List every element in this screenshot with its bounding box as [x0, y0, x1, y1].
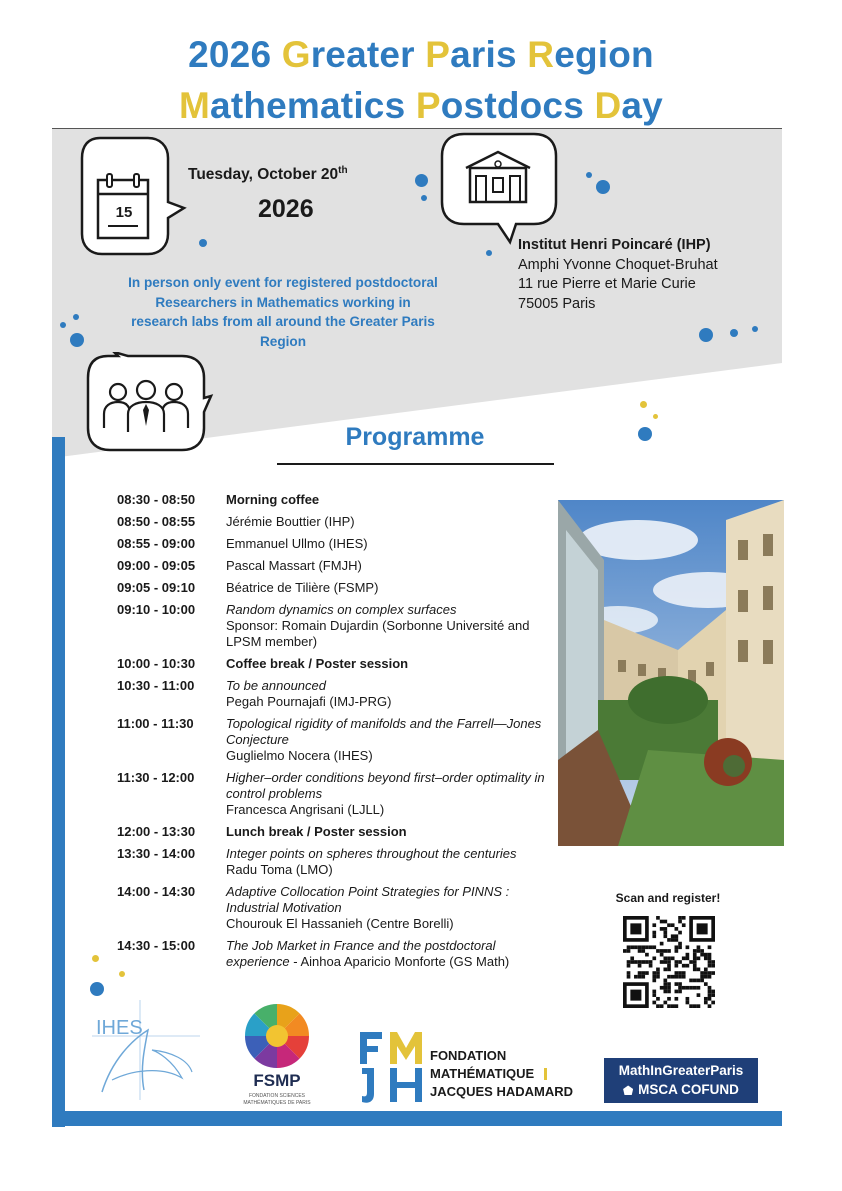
decor-dot — [92, 955, 99, 962]
fmjh-logo — [360, 1030, 600, 1105]
decor-dot — [415, 174, 428, 187]
fmjh-line1: FONDATION — [430, 1048, 507, 1063]
venue-room: Amphi Yvonne Choquet-Bruhat — [518, 256, 718, 273]
decor-dot — [60, 322, 66, 328]
schedule-content — [226, 514, 557, 530]
fmjh-line3: JACQUES HADAMARD — [430, 1084, 574, 1099]
schedule-row — [117, 824, 557, 840]
ihes-logo — [92, 1000, 200, 1100]
venue-block — [518, 236, 718, 314]
schedule-title: Coffee break / Poster session — [226, 656, 409, 671]
schedule-content — [226, 656, 557, 672]
schedule-content — [226, 716, 557, 764]
title-run: P — [415, 85, 441, 126]
decor-dot — [486, 250, 492, 256]
fsmp-logo — [240, 1002, 314, 1112]
event-description: In person only event for registered postdoctoral Researchers in Mathematics working in research labs from all around the Greater Paris Region — [128, 275, 438, 349]
schedule-time: 09:10 - 10:00 — [117, 602, 196, 617]
venue-city: 75005 Paris — [518, 295, 596, 312]
schedule-time: 10:30 - 11:00 — [117, 678, 195, 693]
schedule-speaker: Pegah Pournajafi (IMJ-PRG) — [226, 694, 392, 709]
decor-dot — [421, 195, 427, 201]
mig-line1: MathInGreaterParis — [618, 1063, 744, 1078]
event-date: Tuesday, October 20th — [188, 165, 348, 184]
title-run: P — [425, 34, 451, 75]
schedule-time: 09:00 - 09:05 — [117, 558, 196, 573]
schedule-title: Integer points on spheres throughout the centuries — [226, 846, 517, 861]
title-run: reater — [310, 34, 426, 75]
schedule-list — [117, 492, 557, 976]
title-line-2 — [0, 87, 842, 124]
schedule-time: 14:30 - 15:00 — [117, 938, 196, 953]
title-run: 2026 — [188, 34, 282, 75]
schedule-content — [226, 602, 557, 650]
schedule-speaker: Francesca Angrisani (LJLL) — [226, 802, 385, 817]
schedule-speaker: Radu Toma (LMO) — [226, 862, 333, 877]
decor-dot — [730, 329, 738, 337]
schedule-content — [226, 678, 557, 710]
decor-dot — [90, 982, 104, 996]
registration-qr-code[interactable] — [623, 916, 715, 1008]
schedule-row — [117, 678, 557, 710]
decor-dot — [596, 180, 610, 194]
schedule-title: Topological rigidity of manifolds and the Farrell—Jones Conjecture — [226, 716, 542, 747]
schedule-row — [117, 716, 557, 764]
schedule-speaker: Chourouk El Hassanieh (Centre Borelli) — [226, 916, 454, 931]
schedule-row — [117, 602, 557, 650]
people-icon — [98, 378, 194, 436]
title-run: athematics — [210, 85, 416, 126]
schedule-row — [117, 536, 557, 552]
schedule-speaker: Sponsor: Romain Dujardin (Sorbonne Université and LPSM member) — [226, 618, 530, 649]
decor-dot — [752, 326, 758, 332]
title-run: ostdocs — [440, 85, 595, 126]
mig-line2: MSCA COFUND — [604, 1080, 758, 1099]
title-run: aris — [450, 34, 528, 75]
decor-dot — [73, 314, 79, 320]
schedule-speaker: Guglielmo Nocera (IHES) — [226, 748, 373, 763]
decor-dot — [640, 401, 647, 408]
schedule-content — [226, 492, 557, 508]
schedule-content — [226, 580, 557, 596]
schedule-time: 10:00 - 10:30 — [117, 656, 196, 671]
schedule-row — [117, 514, 557, 530]
fsmp-logo-sub2: MATHÉMATIQUES DE PARIS — [243, 1100, 311, 1106]
schedule-title: Random dynamics on complex surfaces — [226, 602, 457, 617]
title-run: egion — [554, 34, 654, 75]
schedule-content — [226, 884, 557, 932]
schedule-content — [226, 536, 557, 552]
title-line-1 — [0, 36, 842, 73]
schedule-row — [117, 656, 557, 672]
building-icon — [462, 148, 534, 206]
decor-dot — [586, 172, 592, 178]
schedule-time: 08:50 - 08:55 — [117, 514, 196, 529]
schedule-content — [226, 558, 557, 574]
schedule-content — [226, 770, 557, 818]
decor-dot — [199, 239, 207, 247]
title-run: R — [527, 34, 555, 75]
schedule-title: The Job Market in France and the postdoctoral experience — [226, 938, 496, 969]
schedule-time: 14:00 - 14:30 — [117, 884, 196, 899]
schedule-content — [226, 938, 557, 970]
fsmp-logo-sub1: FONDATION SCIENCES — [248, 1093, 306, 1099]
schedule-title: Adaptive Collocation Point Strategies for PINNS : Industrial Motivation — [226, 884, 510, 915]
schedule-row — [117, 938, 557, 970]
schedule-title: Lunch break / Poster session — [226, 824, 407, 839]
title-run: G — [281, 34, 311, 75]
title-run: ay — [621, 85, 663, 126]
bottom-accent-bar — [52, 1111, 782, 1126]
schedule-title: Jérémie Bouttier (IHP) — [226, 514, 355, 529]
schedule-title: Emmanuel Ullmo (IHES) — [226, 536, 368, 551]
venue-name: Institut Henri Poincaré (IHP) — [518, 237, 711, 253]
schedule-time: 08:30 - 08:50 — [117, 492, 196, 507]
venue-photo — [558, 500, 784, 846]
schedule-row — [117, 884, 557, 932]
programme-underline — [277, 463, 554, 465]
ihes-logo-text: IHES — [96, 1017, 143, 1039]
schedule-time: 11:00 - 11:30 — [117, 716, 194, 731]
decor-dot — [70, 333, 84, 347]
schedule-content — [226, 846, 557, 878]
fmjh-line2: MATHÉMATIQUE — [430, 1066, 535, 1081]
fsmp-logo-text: FSMP — [253, 1071, 301, 1090]
schedule-time: 13:30 - 14:00 — [117, 846, 196, 861]
left-accent-bar — [52, 437, 65, 1127]
event-year: 2026 — [258, 195, 314, 223]
schedule-content — [226, 824, 557, 840]
schedule-time: 12:00 - 13:30 — [117, 824, 196, 839]
programme-title: Programme — [345, 423, 485, 451]
schedule-speaker: - Ainhoa Aparicio Monforte (GS Math) — [289, 954, 510, 969]
schedule-title: Morning coffee — [226, 492, 320, 507]
schedule-row — [117, 492, 557, 508]
schedule-row — [117, 846, 557, 878]
calendar-day: 15 — [115, 204, 133, 221]
title-run: D — [594, 85, 622, 126]
decor-dot — [653, 414, 658, 419]
schedule-row — [117, 558, 557, 574]
decor-dot — [638, 427, 652, 441]
title-run: M — [179, 85, 211, 126]
schedule-time: 08:55 - 09:00 — [117, 536, 196, 551]
register-label: Scan and register! — [615, 891, 721, 905]
france-map-icon — [623, 1085, 633, 1095]
schedule-title: Pascal Massart (FMJH) — [226, 558, 362, 573]
schedule-time: 09:05 - 09:10 — [117, 580, 196, 595]
schedule-row — [117, 580, 557, 596]
venue-street: 11 rue Pierre et Marie Curie — [518, 276, 696, 292]
mathingreaterparis-logo — [604, 1058, 758, 1103]
schedule-row — [117, 770, 557, 818]
schedule-title: Béatrice de Tilière (FSMP) — [226, 580, 379, 595]
decor-dot — [699, 328, 713, 342]
schedule-time: 11:30 - 12:00 — [117, 770, 195, 785]
schedule-title: Higher–order conditions beyond first–order optimality in control problems — [226, 770, 545, 801]
schedule-title: To be announced — [226, 678, 327, 693]
